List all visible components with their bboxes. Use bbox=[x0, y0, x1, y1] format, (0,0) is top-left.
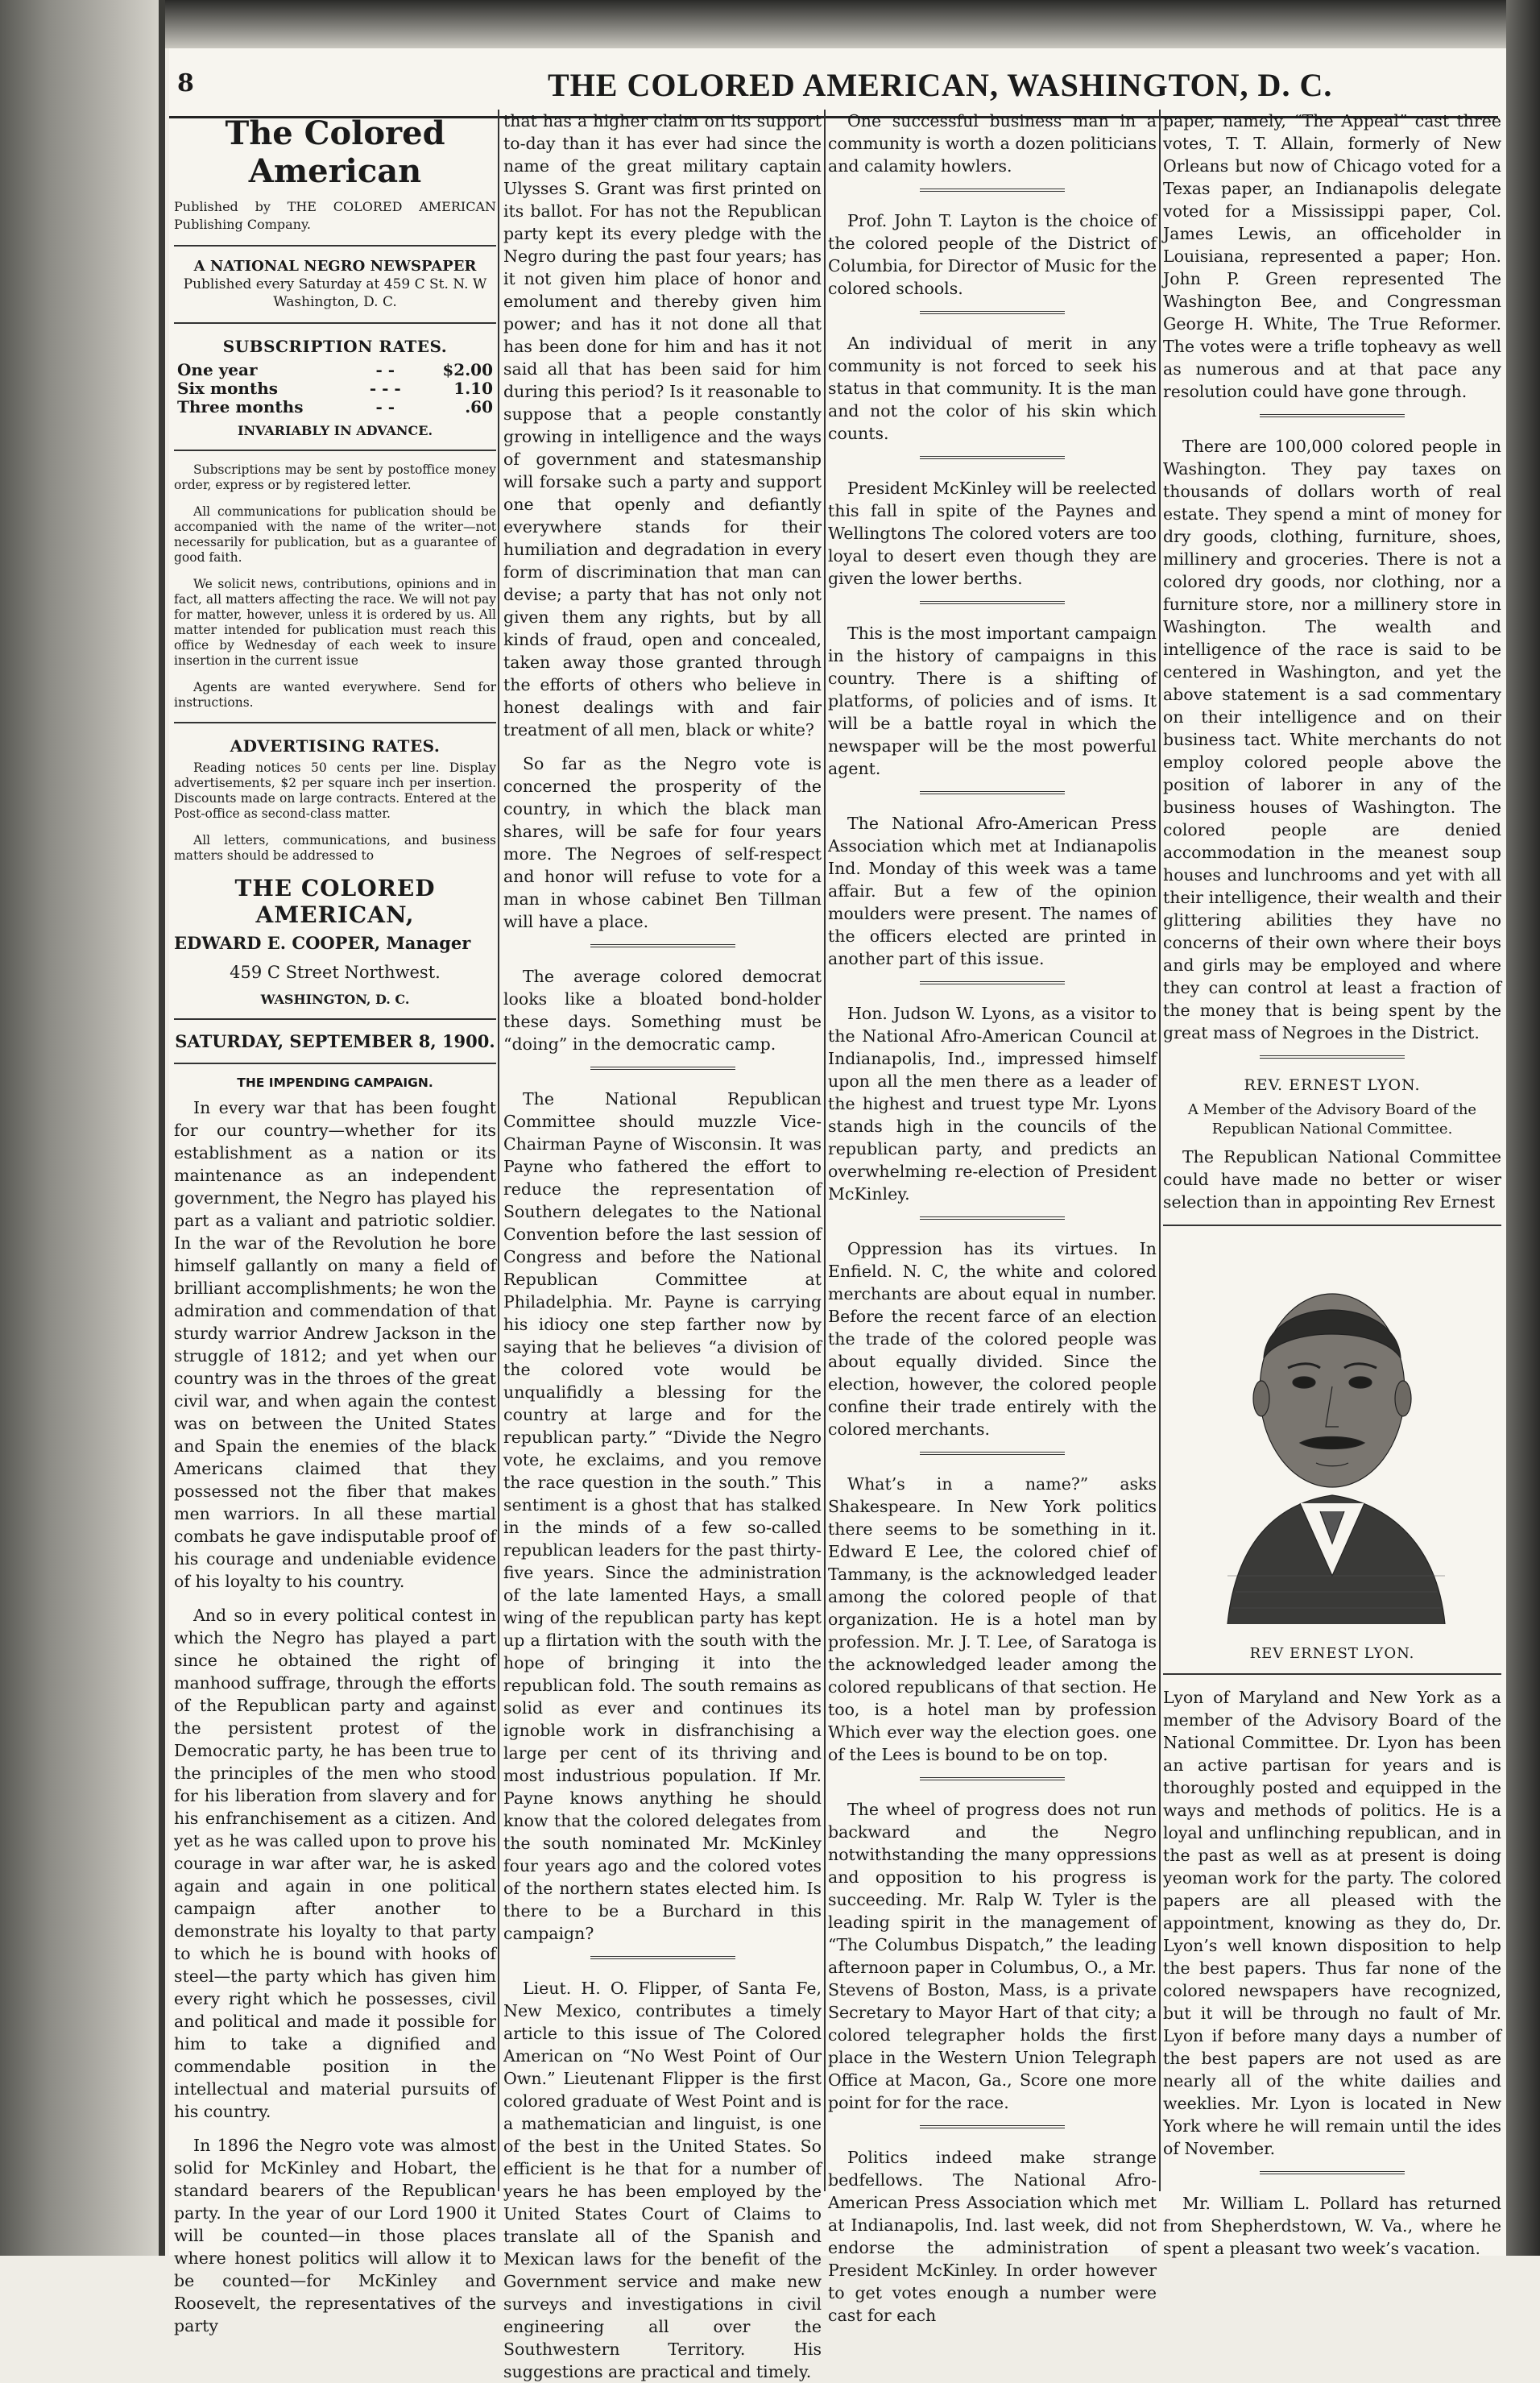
letters-text: All letters, communications, and business matters should be addressed to bbox=[174, 833, 496, 863]
subscription-rates-table bbox=[174, 361, 496, 417]
issue-date: SATURDAY, SEPTEMBER 8, 1900. bbox=[175, 1031, 495, 1051]
item-separator bbox=[1260, 414, 1405, 417]
rate-price: 1.10 bbox=[453, 379, 493, 398]
item-separator bbox=[920, 981, 1065, 984]
item-separator bbox=[920, 456, 1065, 459]
editorial-paragraph: Politics indeed make strange bedfellows. The National Afro-American Press Association which met at Indianapolis, Ind. last week, did not endorse the administration of President McKinley. In order however to get votes enough a number were cast for each bbox=[828, 2148, 1157, 2325]
divider bbox=[1163, 1673, 1501, 1675]
item-separator bbox=[590, 944, 735, 947]
item-separator bbox=[920, 1777, 1065, 1780]
column-4 bbox=[1163, 110, 1501, 2258]
rate-dash: - - bbox=[375, 397, 395, 417]
rate-term: One year bbox=[177, 360, 258, 379]
book-binding-edge bbox=[0, 0, 165, 2256]
column-3 bbox=[828, 110, 1157, 2325]
editorial-paragraph: Oppression has its virtues. In Enfield. N. C, the white and colored merchants are about equal in number. Before the recent farce of an election the trade of the colored people was about equally divided. Since the election, however, the colored people confine their trade entirely with the colored merchants. bbox=[828, 1239, 1157, 1439]
editorial-paragraph: Prof. John T. Layton is the choice of the colored people of the District of Columbia, for Director of Music for the colored schools. bbox=[828, 211, 1157, 298]
notice-paragraph: Subscriptions may be sent by postoffice money order, express or by registered letter. bbox=[174, 462, 496, 492]
published-city: Washington, D. C. bbox=[273, 294, 397, 310]
editorial-paragraph: The National Republican Committee should muzzle Vice-Chairman Payne of Wisconsin. It was Payne who fathered the effort to reduce the representation of Southern delegates to the National Convention before the last session of Congress and before the National Republican Committee at Philadelphia. Mr. Payne is carrying his idiocy one step farther now by saying that he believes “a division of the colored vote would be unqualifidly a blessing for the country at large and for the republican party.” “Divide the Negro vote, he exclaims, and you remove the race question in the south.” This sentiment is a ghost that has stalked in the minds of a few so-called republican leaders for the past thirty-five years. Since the administration of the late lamented Hays, a small wing of the republican party has kept up a flirtation with the south with the hope of bringing it into the republican fold. The south remains as solid as ever and continues its ignoble work in disfranchising a large per cent of its thriving and most industrious population. If Mr. Payne knows anything he should know that the colored delegates from the south nominated Mr. McKinley four years ago and the colored votes of the northern states elected him. Is there to be a Burchard in this campaign? bbox=[503, 1089, 822, 1943]
editorial-paragraph: The wheel of progress does not run backward and the Negro notwithstanding the many oppressions and opposition to his progress is succeeding. Mr. Ralp W. Tyler is the leading spirit in the management of “The Columbus Dispatch,” the leading afternoon paper in Columbus, O., a Mr. Stevens of Boston, Mass, is a private Secretary to Mayor Hart of that city; a colored telegrapher holds the first place in the Western Union Telegraph Office at Macon, Ga., Score one more point for for the race. bbox=[828, 1800, 1157, 2112]
page-number: 8 bbox=[177, 69, 194, 97]
editorial-paragraph: paper, namely, “The Appeal” cast three votes, T. T. Allain, formerly of New Orleans but now of Chicago voted for a Texas paper, an Indianapolis delegate voted for a Mississippi paper, Col. James Lewis, an officeholder in Louisiana, represented a paper; Hon. John P. Green represented The Washington Bee, and Congressman George H. White, The True Reformer. The votes were a trifle topheavy as well as numerous and at that pace any resolution could have gone through. bbox=[1163, 111, 1501, 401]
editorial-paragraph: Mr. William L. Pollard has returned from Shepherdstown, W. Va., where he spent a pleasant two week’s vacation. bbox=[1163, 2194, 1501, 2258]
editorial-paragraph: This is the most important campaign in the history of campaigns in this country. There is a shifting of platforms, of policies and of isms. It will be a battle royal in which the newspaper will be the most powerful agent. bbox=[828, 624, 1157, 778]
notice-paragraph: All communications for publication should be accompanied with the name of the writer—not necessarily for publication, but as a guarantee of good faith. bbox=[174, 504, 496, 565]
editorial-paragraph: Lyon of Maryland and New York as a member of the Advisory Board of the National Committee. Dr. Lyon has been an active partisan for years and is thoroughly posted and equipped in the ways and methods of politics. He is a loyal and unflinching republican, and in the past as well as at present is doing yeoman work for the party. The colored papers are all pleased with the appointment, knowing as they do, Dr. Lyon’s well known disposition to help the best papers. Thus far none of the colored newspapers have recognized, but it will be through no fault of Mr. Lyon if before many days a number of the best papers are not used as are nearly all of the white dailies and weeklies. Mr. Lyon is located in New York where he will remain until the ides of November. bbox=[1163, 1688, 1501, 2158]
item-separator bbox=[920, 791, 1065, 794]
lyon-intro: The Republican National Committee could have made no better or wiser selection than in appointing Rev Ernest bbox=[1163, 1147, 1501, 1212]
running-head bbox=[169, 66, 1506, 106]
item-separator bbox=[920, 189, 1065, 192]
lyon-deck: A Member of the Advisory Board of the Republican National Committee. bbox=[1187, 1101, 1477, 1138]
article-title: THE IMPENDING CAMPAIGN. bbox=[237, 1075, 433, 1090]
rate-row bbox=[174, 398, 496, 417]
city-line: WASHINGTON, D. C. bbox=[260, 992, 410, 1007]
divider bbox=[174, 722, 496, 723]
article-paragraph: In 1896 the Negro vote was almost solid for McKinley and Hobart, the standard bearers of the Republican party. In the year of our Lord 1900 it will be counted—in those places where honest politics will allow it to be counted—for McKinley and Roosevelt, the representatives of the party bbox=[174, 2136, 496, 2335]
street-address: 459 C Street Northwest. bbox=[230, 963, 441, 982]
editorial-paragraph: The average colored democrat looks like a bloated bond-holder these days. Something must be “doing” in the democratic camp. bbox=[503, 967, 822, 1054]
editorial-paragraph: Lieut. H. O. Flipper, of Santa Fe, New Mexico, contributes a timely article to this issue of The Colored American on “No West Point of Our Own.” Lieutenant Flipper is the first colored graduate of West Point and is a mathematician and linguist, is one of the best in the United States. So efficient is he that for a number of years he has been employed by the United States Court of Claims to translate all of the Spanish and Mexican laws for the benefit of the Government service and make new surveys and investigations in civil engineering all over the Southwestern Territory. His suggestions are practical and timely. bbox=[503, 1979, 822, 2381]
article-paragraph: In every war that has been fought for our country—whether for its establishment as a nation or its maintenance as an independent government, the Negro has played his part as a valiant and patriotic soldier. In the war of the Revolution he bore himself gallantly on many a field of brilliant accomplishments; he won the admiration and commendation of that sturdy warrior Andrew Jackson in the struggle of 1812; and yet when our country was in the throes of the great civil war, and when again the contest was on between the United States and Spain the enemies of the black Americans claimed that they possessed not the fiber that makes men warriors. In all these martial combats he gave indisputable proof of his courage and undeniable evidence of his loyalty to his country. bbox=[174, 1098, 496, 1591]
advertising-text: Reading notices 50 cents per line. Display advertisements, $2 per square inch per insertion. Discounts made on large contracts. Entered at the Post-office as second-class matter. bbox=[174, 760, 496, 821]
rate-row bbox=[174, 361, 496, 379]
published-every: Published every Saturday at 459 C St. N. W bbox=[183, 276, 487, 292]
item-separator bbox=[590, 1956, 735, 1959]
column-divider-3 bbox=[1159, 110, 1161, 2191]
divider bbox=[1163, 1225, 1501, 1226]
column-divider-2 bbox=[824, 110, 826, 2191]
tagline: A NATIONAL NEGRO NEWSPAPER bbox=[193, 258, 477, 275]
lyon-heading: REV. ERNEST LYON. bbox=[1244, 1076, 1421, 1094]
rate-term: Three months bbox=[177, 397, 304, 417]
item-separator bbox=[1260, 1055, 1405, 1059]
advertising-heading: ADVERTISING RATES. bbox=[230, 736, 441, 756]
item-separator bbox=[590, 1067, 735, 1070]
rate-price: .60 bbox=[465, 397, 493, 417]
item-separator bbox=[920, 2125, 1065, 2128]
item-separator bbox=[920, 601, 1065, 604]
editorial-paragraph: What’s in a name?” asks Shakespeare. In New York politics there seems to be something in it. Edward E Lee, the colored chief of Tammany, is the acknowledged leader among the colored people of that organization. He is a hotel man by profession. Mr. J. T. Lee, of Saratoga is the acknowledged leader among the colored republicans of that section. He too, is a hotel man by profession Which ever way the election goes. one of the Lees is bound to be on top. bbox=[828, 1474, 1157, 1764]
divider bbox=[174, 450, 496, 451]
item-separator bbox=[920, 1452, 1065, 1455]
divider bbox=[174, 1018, 496, 1020]
invariably-in-advance: INVARIABLY IN ADVANCE. bbox=[237, 423, 433, 438]
editorial-paragraph: So far as the Negro vote is concerned the prosperity of the country, in which the black man shares, will be safe for four years more. The Negroes of self-respect and honor will refuse to vote for a man in whose cabinet Ben Tillman will have a place. bbox=[503, 754, 822, 931]
column-1 bbox=[174, 110, 496, 2335]
top-scan-edge bbox=[165, 0, 1506, 48]
rate-row bbox=[174, 379, 496, 398]
editorial-paragraph: President McKinley will be reelected this fall in spite of the Paynes and Wellingtons The colored voters are too loyal to desert even though they are given the lower berths. bbox=[828, 479, 1157, 588]
right-scan-edge bbox=[1506, 0, 1540, 2256]
org-name: THE COLORED AMERICAN, bbox=[234, 875, 436, 928]
rate-dash: - - - bbox=[369, 379, 401, 398]
notice-paragraph: We solicit news, contributions, opinions and in fact, all matters affecting the race. We will not pay for matter, however, unless it is ordered by us. All matter intended for publication must reach this office by Wednesday of each week to insure insertion in the current issue bbox=[174, 577, 496, 668]
editorial-paragraph: that has a higher claim on its support to-day than it has ever had since the name of the great military captain Ulysses S. Grant was first printed on its ballot. For has not the Republican party kept its every pledge with the Negro during the past four years; has it not given him place of honor and emolument and thereby given him power; and has it not done all that has been done for him and has it not said all that has been said for him during this period? Is it reasonable to suppose that a people constantly growing in intelligence and the ways of government and statesmanship will forsake such a party and support one that openly and defiantly everywhere stands for their humiliation and degradation in every form of discrimination that man can devise; a party that has not only not given them any rights, but by all kinds of fraud, open and concealed, taken away those granted through the efforts of others who believe in honest dealings with and fair treatment of all men, black or white? bbox=[503, 111, 822, 740]
divider bbox=[174, 322, 496, 324]
rate-dash: - - bbox=[375, 360, 395, 379]
running-title: THE COLORED AMERICAN, WASHINGTON, D. C. bbox=[548, 67, 1333, 103]
paper-nameplate: The Colored American bbox=[225, 114, 445, 190]
column-2 bbox=[503, 110, 822, 2381]
rate-price: $2.00 bbox=[442, 360, 493, 379]
article-paragraph: And so in every political contest in which the Negro has played a part since he obtained the right of manhood suffrage, through the efforts of the Republican party and against the persistent protest of the Democratic party, he has been true to the principles of the men who stood for his liberation from slavery and for his enfranchisement as a citizen. And yet as he was called upon to prove his courage in war after war, he is asked again and again in one political campaign after another to demonstrate his loyalty to that party to which he is bound with hooks of steel—the party which has given him every right which he possesses, civil and political and made it possible for him to take a dignified and commendable position in the intellectual and material pursuits of his country. bbox=[174, 1606, 496, 2121]
column-divider-1 bbox=[498, 110, 499, 2191]
published-by: Published by THE COLORED AMERICAN Publishing Company. bbox=[174, 199, 496, 232]
editorial-paragraph: An individual of merit in any community is not forced to seek his status in that community. It is the man and not the color of his skin which counts. bbox=[828, 334, 1157, 443]
portrait-engraving bbox=[1179, 1237, 1485, 1640]
editorial-paragraph: There are 100,000 colored people in Washington. They pay taxes on thousands of dollars worth of real estate. They spend a mint of money for dry goods, clothing, furniture, shoes, millinery and groceries. There is not a colored dry goods, nor clothing, nor a furniture store, nor a millinery store in Washington. The wealth and intelligence of the race is said to be centered in Washington, and yet the above statement is a sad commentary on their intelligence and on their business tact. White merchants do not employ colored people above the position of laborer in any of the business houses of Washington. The colored people are denied accommodation in the meanest soup houses and lunchrooms and yet with all their intelligence, their wealth and their glittering abilities they have no concerns of their own where their boys and girls may be employed and where they can control at least a fraction of the money that is being spent by the great mass of Negroes in the District. bbox=[1163, 437, 1501, 1042]
newspaper-page bbox=[169, 48, 1506, 2381]
editorial-paragraph: The National Afro-American Press Association which met at Indianapolis Ind. Monday of this week was a tame affair. But a few of the opinion moulders were present. The names of the officers elected are printed in another part of this issue. bbox=[828, 814, 1157, 968]
editorial-paragraph: Hon. Judson W. Lyons, as a visitor to the National Afro-American Council at Indianapolis, Ind., impressed himself upon all the men there as a leader of the highest and truest type Mr. Lyons stands high in the councils of the republican party, and predicts an overwhelming re-election of President McKinley. bbox=[828, 1004, 1157, 1204]
item-separator bbox=[920, 311, 1065, 314]
item-separator bbox=[920, 1216, 1065, 1220]
rate-term: Six months bbox=[177, 379, 279, 398]
portrait-caption: REV ERNEST LYON. bbox=[1249, 1645, 1415, 1662]
item-separator bbox=[1260, 2171, 1405, 2174]
subscription-heading: SUBSCRIPTION RATES. bbox=[222, 337, 448, 356]
divider bbox=[174, 1063, 496, 1064]
manager-line: EDWARD E. COOPER, Manager bbox=[174, 933, 471, 953]
notice-paragraph: Agents are wanted everywhere. Send for instructions. bbox=[174, 680, 496, 710]
divider bbox=[174, 245, 496, 247]
editorial-paragraph: One successful business man in a community is worth a dozen politicians and calamity howlers. bbox=[828, 111, 1157, 176]
